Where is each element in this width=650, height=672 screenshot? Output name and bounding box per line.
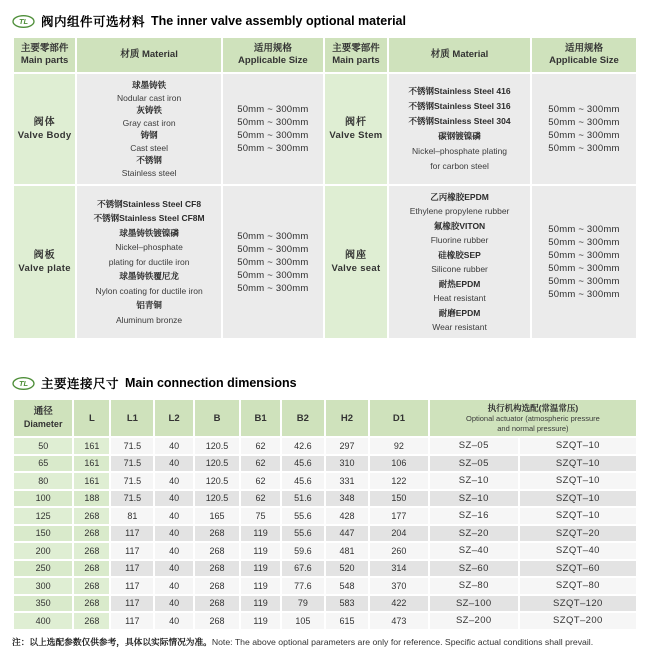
text-line: Cast steel <box>130 142 168 153</box>
part-cell-valve-stem <box>325 74 387 184</box>
part-name-en: Valve Body <box>17 130 72 141</box>
dim-cell: 117 <box>111 526 153 542</box>
dim-cell: 120.5 <box>195 456 240 472</box>
text-line: Silicone rubber <box>431 264 488 274</box>
text-line: Nodular cast iron <box>116 92 182 103</box>
dim-cell: 119 <box>241 543 280 559</box>
brand-logo-icon <box>12 14 35 29</box>
text-line: 球墨铸铁覆尼龙 <box>119 271 179 282</box>
dim-cell: 75 <box>241 508 280 524</box>
dim-cell: 120.5 <box>195 491 240 507</box>
dim-cell: 310 <box>326 456 368 472</box>
dim-cell: 62 <box>241 456 280 472</box>
dim-cell-actuator: SZQT–10 <box>520 508 636 524</box>
material-cell-valve-plate <box>77 186 221 338</box>
dim-cell: 117 <box>111 613 153 629</box>
dim-cell: 119 <box>241 613 280 629</box>
text-line: 不锈钢 <box>136 155 162 165</box>
dim-cell-diameter: 150 <box>14 526 72 542</box>
dim-cell: 40 <box>155 508 192 524</box>
dim-cell: 117 <box>111 578 153 594</box>
dim-cell-actuator: SZQT–120 <box>520 596 636 612</box>
header-size-en: Applicable Size <box>238 55 308 66</box>
material-cell-valve-seat <box>389 186 530 338</box>
part-name-en: Valve plate <box>18 263 71 274</box>
text-line: 50mm ~ 300mm <box>548 117 620 128</box>
header-main-parts-zh: 主要零部件 <box>332 43 380 54</box>
dim-cell: 40 <box>155 578 192 594</box>
dim-cell: 520 <box>326 561 368 577</box>
text-line: 硅橡胶SEP <box>438 249 481 260</box>
dim-cell: 71.5 <box>111 456 153 472</box>
dim-cell: 117 <box>111 596 153 612</box>
dim-cell: 268 <box>195 561 240 577</box>
size-cell-valve-plate <box>223 186 323 338</box>
text-line: Nylon coating for ductile iron <box>95 285 203 296</box>
text-line: 耐磨EPDM <box>438 307 481 318</box>
dim-cell-actuator: SZ–10 <box>430 491 518 507</box>
dim-cell: 150 <box>370 491 428 507</box>
text-line: Wear resistant <box>432 322 487 332</box>
dim-cell: 40 <box>155 543 192 559</box>
part-name-en: Valve seat <box>331 263 381 274</box>
dim-cell: 268 <box>195 596 240 612</box>
text-line: 50mm ~ 300mm <box>237 243 309 255</box>
dim-cell: 51.6 <box>282 491 324 507</box>
dim-cell: 119 <box>241 526 280 542</box>
dim-cell: 161 <box>74 473 109 489</box>
dim-cell: 45.6 <box>282 456 324 472</box>
dim-row <box>14 508 636 524</box>
part-name-en: Valve Stem <box>329 130 383 141</box>
size-cell-valve-body <box>223 74 323 184</box>
dim-cell: 40 <box>155 596 192 612</box>
dim-cell: 177 <box>370 508 428 524</box>
header-actuator-zh: 执行机构选配(常温常压) <box>487 403 579 413</box>
header-size-right <box>532 38 636 72</box>
dim-cell: 268 <box>74 526 109 542</box>
dim-row <box>14 438 636 454</box>
section-material-title-en: The inner valve assembly optional material <box>151 14 406 28</box>
header-size-zh: 适用规格 <box>253 43 292 54</box>
text-line: 乙丙橡胶EPDM <box>430 191 489 202</box>
part-cell-valve-seat <box>325 186 387 338</box>
dim-row <box>14 491 636 507</box>
dim-row <box>14 473 636 489</box>
dim-cell-actuator: SZQT–60 <box>520 561 636 577</box>
dim-cell: 268 <box>195 613 240 629</box>
dim-cell: 117 <box>111 543 153 559</box>
dim-cell: 583 <box>326 596 368 612</box>
dim-cell-actuator: SZ–10 <box>430 473 518 489</box>
text-line: Nickel–phosphate plating <box>412 146 508 156</box>
part-cell-valve-plate <box>14 186 75 338</box>
header-diameter-en: Diameter <box>23 419 63 429</box>
dim-row <box>14 596 636 612</box>
text-line: 铸钢 <box>140 130 158 140</box>
dim-cell: 40 <box>155 613 192 629</box>
dim-cell-actuator: SZ–05 <box>430 438 518 454</box>
text-line: 50mm ~ 300mm <box>548 289 620 300</box>
header-main-parts-en: Main parts <box>20 55 69 66</box>
part-name-zh: 阀座 <box>344 250 367 261</box>
text-line: 50mm ~ 300mm <box>237 230 309 242</box>
header-main-parts-en: Main parts <box>332 55 380 66</box>
text-line: 50mm ~ 300mm <box>237 117 309 128</box>
section-dimensions-title-en: Main connection dimensions <box>125 376 297 390</box>
dim-cell-actuator: SZ–100 <box>430 596 518 612</box>
dim-cell: 106 <box>370 456 428 472</box>
dim-cell-actuator: SZ–200 <box>430 613 518 629</box>
dim-cell: 161 <box>74 456 109 472</box>
section-material-title <box>12 12 638 30</box>
dim-cell-diameter: 400 <box>14 613 72 629</box>
dim-cell-actuator: SZQT–10 <box>520 473 636 489</box>
dim-cell: 428 <box>326 508 368 524</box>
dim-cell: 40 <box>155 491 192 507</box>
text-line: 50mm ~ 300mm <box>548 224 620 235</box>
dim-cell: 268 <box>74 543 109 559</box>
dim-cell: 473 <box>370 613 428 629</box>
header-main-parts-right <box>325 38 387 72</box>
dim-cell-diameter: 250 <box>14 561 72 577</box>
dim-cell-actuator: SZ–05 <box>430 456 518 472</box>
text-line: 50mm ~ 300mm <box>237 269 309 281</box>
dim-cell: 331 <box>326 473 368 489</box>
header-material-left: 材质 Material <box>77 38 221 72</box>
dim-cell-actuator: SZ–16 <box>430 508 518 524</box>
text-line: Fluorine rubber <box>430 235 489 245</box>
text-line: 50mm ~ 300mm <box>548 263 620 274</box>
footer-note <box>12 636 638 648</box>
dim-cell: 119 <box>241 596 280 612</box>
section-material-title-zh: 阀内组件可选材料 <box>41 15 146 29</box>
dim-row <box>14 526 636 542</box>
text-line: 不锈钢Stainless Steel 316 <box>408 101 511 111</box>
dim-cell: 71.5 <box>111 473 153 489</box>
dim-cell: 55.6 <box>282 508 324 524</box>
text-line: 50mm ~ 300mm <box>548 276 620 287</box>
text-line: 50mm ~ 300mm <box>237 104 309 115</box>
dim-cell: 42.6 <box>282 438 324 454</box>
header-col-H2: H2 <box>326 400 368 436</box>
footer-note-en: Note: The above optional parameters are only for reference. Specific actual conditions shall prevail. <box>211 636 594 647</box>
text-line: 50mm ~ 300mm <box>237 130 309 141</box>
text-line: 灰铸铁 <box>136 105 162 115</box>
dim-cell: 119 <box>241 578 280 594</box>
dim-cell: 77.6 <box>282 578 324 594</box>
text-line: 50mm ~ 300mm <box>548 104 620 115</box>
header-col-D1: D1 <box>370 400 428 436</box>
dim-cell: 117 <box>111 561 153 577</box>
text-line: plating for ductile iron <box>108 256 190 267</box>
dim-cell: 55.6 <box>282 526 324 542</box>
dimensions-table-body <box>14 438 636 629</box>
text-line: 50mm ~ 300mm <box>548 130 620 141</box>
text-line: 碳钢镀镍磷 <box>438 131 481 141</box>
dim-cell: 40 <box>155 438 192 454</box>
dim-cell: 268 <box>74 561 109 577</box>
section-dimensions-title-zh: 主要连接尺寸 <box>41 377 120 391</box>
material-row-plate-seat <box>14 186 636 338</box>
dim-cell: 348 <box>326 491 368 507</box>
header-col-B: B <box>195 400 240 436</box>
logo-letters: TL <box>18 16 29 26</box>
dim-cell: 268 <box>74 578 109 594</box>
part-name-zh: 阀体 <box>33 117 56 128</box>
text-line: Aluminum bronze <box>116 314 183 325</box>
dim-cell: 122 <box>370 473 428 489</box>
dim-cell: 59.6 <box>282 543 324 559</box>
material-cell-valve-body <box>77 74 221 184</box>
header-material-right: 材质 Material <box>389 38 530 72</box>
dim-cell: 119 <box>241 561 280 577</box>
dim-cell-actuator: SZQT–20 <box>520 526 636 542</box>
dimensions-table <box>12 398 638 631</box>
material-table <box>12 36 638 340</box>
dim-cell: 62 <box>241 473 280 489</box>
text-line: Nickel–phosphate <box>115 242 183 253</box>
part-name-zh: 阀杆 <box>344 117 367 128</box>
text-line: 50mm ~ 300mm <box>548 143 620 154</box>
dim-cell: 81 <box>111 508 153 524</box>
header-col-L2: L2 <box>155 400 192 436</box>
dim-cell-diameter: 65 <box>14 456 72 472</box>
dim-cell: 268 <box>74 596 109 612</box>
dimensions-header-row <box>14 400 636 436</box>
dim-cell: 260 <box>370 543 428 559</box>
section-dimensions-title <box>12 374 638 392</box>
material-table-header-row <box>14 38 636 72</box>
dim-cell: 79 <box>282 596 324 612</box>
text-line: for carbon steel <box>430 161 489 171</box>
dim-cell: 92 <box>370 438 428 454</box>
dim-row <box>14 543 636 559</box>
text-line: 不锈钢Stainless Steel 304 <box>408 116 511 126</box>
dim-cell: 615 <box>326 613 368 629</box>
text-line: 铝青铜 <box>136 300 162 311</box>
dim-cell-actuator: SZ–20 <box>430 526 518 542</box>
text-line: 球墨铸铁 <box>132 80 167 90</box>
dim-cell-diameter: 200 <box>14 543 72 559</box>
dim-cell: 481 <box>326 543 368 559</box>
dim-cell-actuator: SZQT–10 <box>520 438 636 454</box>
dim-cell-actuator: SZQT–80 <box>520 578 636 594</box>
text-line: Stainless steel <box>121 167 177 178</box>
dim-cell: 188 <box>74 491 109 507</box>
dim-cell: 314 <box>370 561 428 577</box>
header-col-B2: B2 <box>282 400 324 436</box>
text-line: 氟橡胶VITON <box>433 220 486 231</box>
dim-cell: 120.5 <box>195 438 240 454</box>
size-cell-valve-stem <box>532 74 636 184</box>
material-cell-valve-stem <box>389 74 530 184</box>
dim-cell: 204 <box>370 526 428 542</box>
header-col-L: L <box>74 400 109 436</box>
dim-cell: 370 <box>370 578 428 594</box>
logo-letters: TL <box>18 378 29 388</box>
header-diameter <box>14 400 72 436</box>
dim-cell-actuator: SZ–80 <box>430 578 518 594</box>
dim-cell: 268 <box>195 543 240 559</box>
text-line: Ethylene propylene rubber <box>409 206 510 216</box>
part-name-zh: 阀板 <box>33 250 56 261</box>
dim-cell: 120.5 <box>195 473 240 489</box>
dim-cell: 268 <box>195 578 240 594</box>
dim-row <box>14 561 636 577</box>
dim-cell-diameter: 80 <box>14 473 72 489</box>
dim-cell: 268 <box>74 508 109 524</box>
dim-cell: 422 <box>370 596 428 612</box>
dim-cell: 67.6 <box>282 561 324 577</box>
text-line: 50mm ~ 300mm <box>548 237 620 248</box>
header-optional-actuator <box>430 400 636 436</box>
dim-cell-diameter: 125 <box>14 508 72 524</box>
dim-cell: 45.6 <box>282 473 324 489</box>
dim-cell: 71.5 <box>111 491 153 507</box>
dim-cell: 165 <box>195 508 240 524</box>
text-line: Heat resistant <box>433 293 486 303</box>
dim-row <box>14 456 636 472</box>
dim-cell-actuator: SZQT–10 <box>520 491 636 507</box>
header-diameter-zh: 通径 <box>33 406 53 417</box>
dim-cell: 268 <box>195 526 240 542</box>
dim-cell: 40 <box>155 473 192 489</box>
text-line: 耐热EPDM <box>438 278 481 289</box>
dim-cell: 40 <box>155 561 192 577</box>
text-line: 50mm ~ 300mm <box>237 256 309 268</box>
dim-cell: 268 <box>74 613 109 629</box>
header-main-parts-zh: 主要零部件 <box>20 43 69 54</box>
text-line: 球墨铸铁镀镍磷 <box>119 227 179 238</box>
dim-cell-diameter: 100 <box>14 491 72 507</box>
text-line: 50mm ~ 300mm <box>237 282 309 294</box>
text-line: 不锈钢Stainless Steel 416 <box>408 86 511 96</box>
dim-row <box>14 613 636 629</box>
text-line: 不锈钢Stainless Steel CF8M <box>93 213 205 224</box>
dim-cell: 62 <box>241 438 280 454</box>
header-col-L1: L1 <box>111 400 153 436</box>
dim-cell-actuator: SZ–40 <box>430 543 518 559</box>
size-cell-valve-seat <box>532 186 636 338</box>
header-size-left <box>223 38 323 72</box>
brand-logo-icon <box>12 376 35 391</box>
text-line: 50mm ~ 300mm <box>237 143 309 154</box>
header-size-zh: 适用规格 <box>564 43 603 54</box>
dim-cell-actuator: SZQT–200 <box>520 613 636 629</box>
dim-cell: 62 <box>241 491 280 507</box>
dim-cell: 548 <box>326 578 368 594</box>
text-line: 不锈钢Stainless Steel CF8 <box>97 198 202 209</box>
dim-cell-diameter: 50 <box>14 438 72 454</box>
dim-cell: 161 <box>74 438 109 454</box>
dim-cell: 105 <box>282 613 324 629</box>
dim-cell-diameter: 350 <box>14 596 72 612</box>
header-col-B1: B1 <box>241 400 280 436</box>
dim-cell: 297 <box>326 438 368 454</box>
material-row-body-stem <box>14 74 636 184</box>
header-main-parts-left <box>14 38 75 72</box>
dim-cell: 40 <box>155 456 192 472</box>
dim-cell: 71.5 <box>111 438 153 454</box>
footer-note-zh: 注：以上选配参数仅供参考，具体以实际情况为准。 <box>12 636 212 647</box>
dim-cell: 40 <box>155 526 192 542</box>
dim-cell: 447 <box>326 526 368 542</box>
header-size-en: Applicable Size <box>549 55 619 66</box>
part-cell-valve-body <box>14 74 75 184</box>
dim-cell-actuator: SZQT–10 <box>520 456 636 472</box>
header-actuator-en-line1: Optional actuator (atmospheric pressure <box>466 414 600 423</box>
dim-row <box>14 578 636 594</box>
text-line: 50mm ~ 300mm <box>548 250 620 261</box>
text-line: Gray cast iron <box>122 117 176 128</box>
dim-cell-actuator: SZQT–40 <box>520 543 636 559</box>
header-actuator-en-line2: and normal pressure) <box>497 423 569 433</box>
dim-cell-actuator: SZ–60 <box>430 561 518 577</box>
dim-cell-diameter: 300 <box>14 578 72 594</box>
